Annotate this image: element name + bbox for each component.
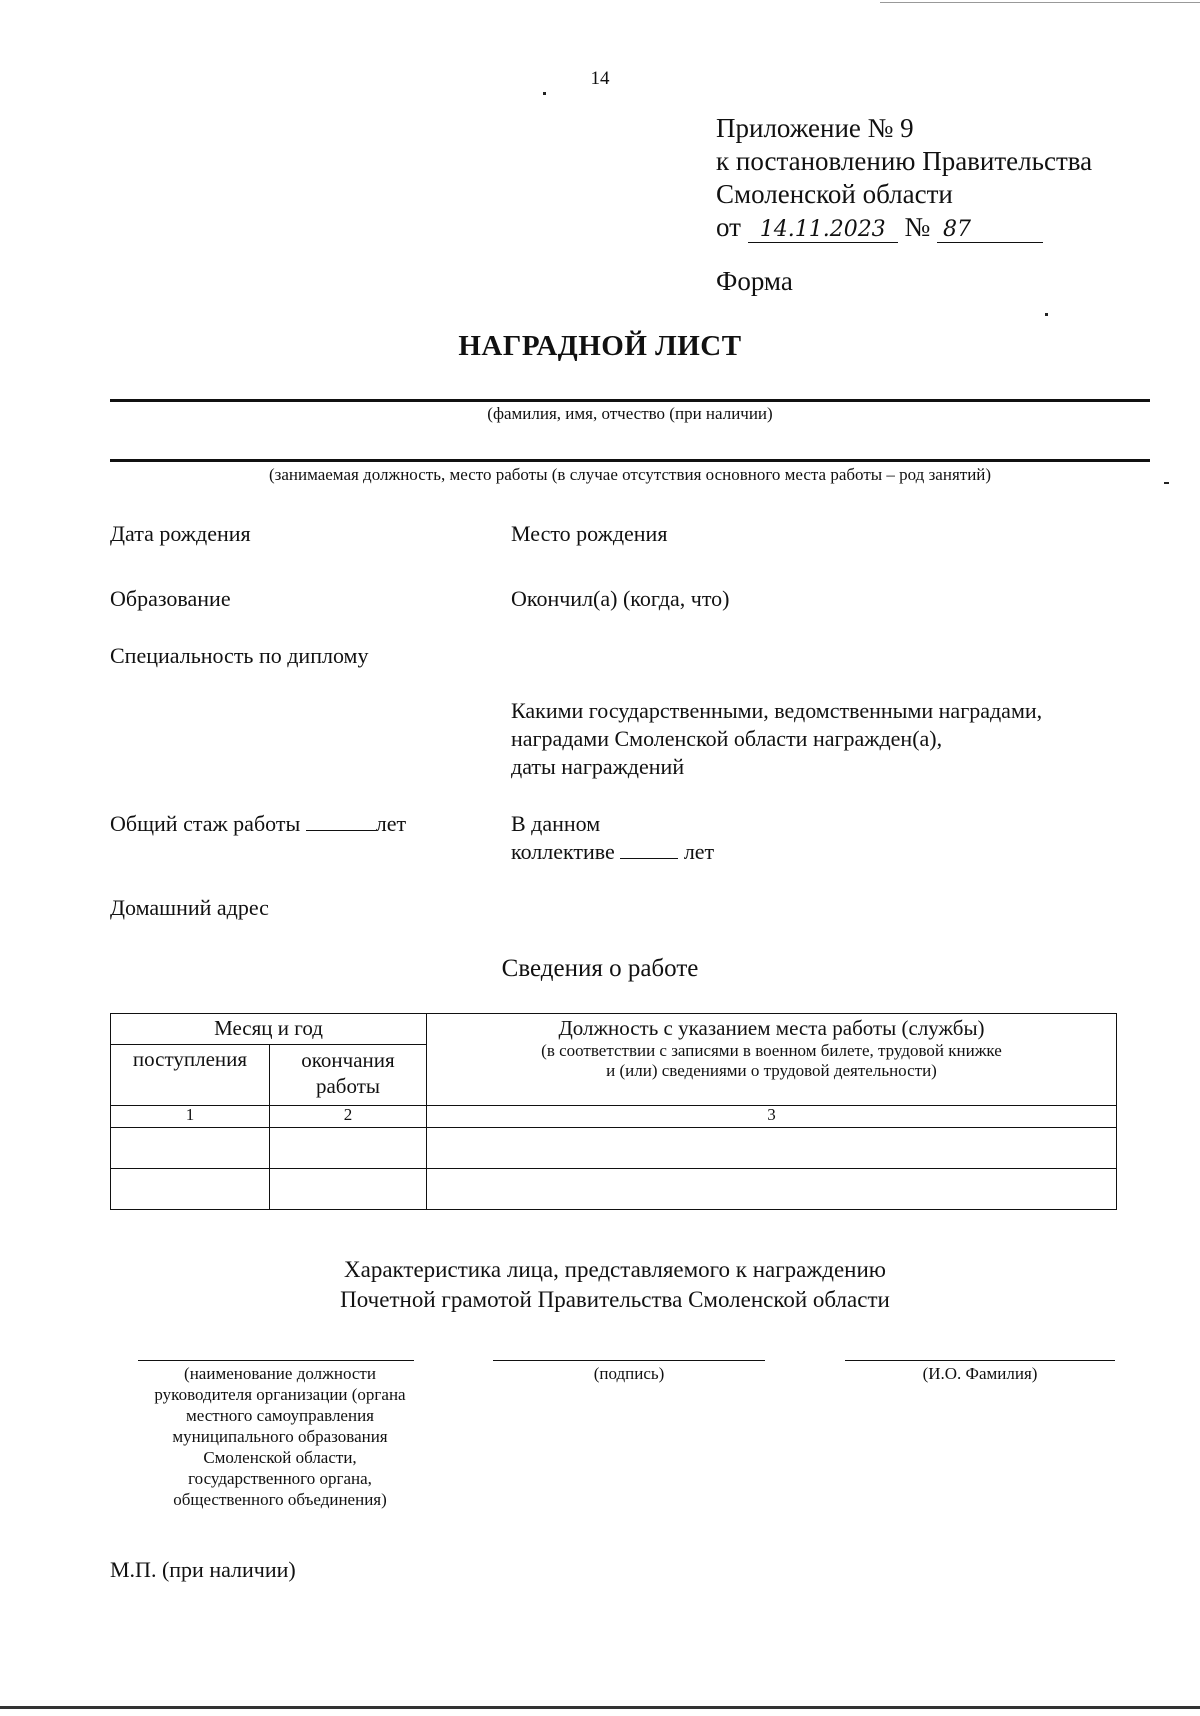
awards-line-1: Какими государственными, ведомственными наградами, <box>511 698 1043 723</box>
characteristic-line-1: Характеристика лица, представляемого к награждению <box>344 1257 886 1282</box>
name-caption: (фамилия, имя, отчество (при наличии) <box>487 404 773 423</box>
end-header-line-2: работы <box>315 1074 380 1098</box>
month-year-header: Месяц и год <box>111 1014 427 1045</box>
handwritten-number: 87 <box>937 218 1043 243</box>
end-header-line-1: окончания <box>301 1048 395 1072</box>
end-header <box>270 1045 427 1106</box>
characteristic-line-2: Почетной грамотой Правительства Смоленской области <box>340 1287 890 1312</box>
signature-caption: (подпись) <box>593 1364 665 1383</box>
appendix-line-1: Приложение № 9 <box>716 113 914 143</box>
work-history-table <box>110 1013 1117 1210</box>
table-cell <box>111 1128 270 1169</box>
team-years-label: лет <box>683 839 715 864</box>
team-line-1: В данном <box>511 811 601 836</box>
total-experience-field <box>110 810 406 838</box>
appendix-line-2: к постановлению Правительства <box>716 146 1093 176</box>
appendix-block <box>716 112 1092 244</box>
number-label: № <box>904 212 931 242</box>
scan-speck <box>1164 482 1169 484</box>
position-caption-line: государственного органа, <box>188 1469 372 1488</box>
handwritten-date: 14.11.2023 <box>748 218 898 243</box>
position-caption-block <box>110 1363 450 1510</box>
position-caption: (занимаемая должность, место работы (в случае отсутствия основного места работы – род занятий) <box>268 465 992 484</box>
awards-line-2: наградами Смоленской области награжден(а), <box>511 726 943 751</box>
birth-place-label: Место рождения <box>511 521 668 546</box>
awards-line-3: даты награждений <box>511 754 685 779</box>
position-header-cell <box>427 1014 1117 1106</box>
document-title: НАГРАДНОЙ ЛИСТ <box>458 330 742 362</box>
signature-line <box>493 1360 765 1361</box>
birth-date-label: Дата рождения <box>110 521 251 546</box>
years-label: лет <box>375 811 407 836</box>
start-header: поступления <box>111 1045 270 1106</box>
scan-speck <box>1045 313 1048 316</box>
name-line <box>110 399 1150 402</box>
home-address-label: Домашний адрес <box>110 895 269 920</box>
work-section-title: Сведения о работе <box>501 955 699 982</box>
table-row <box>111 1169 1117 1210</box>
name-caption-signature: (И.О. Фамилия) <box>922 1364 1038 1383</box>
appendix-line-3: Смоленской области <box>716 179 953 209</box>
graduated-label: Окончил(а) (когда, что) <box>511 586 730 611</box>
characteristic-heading <box>0 1255 1200 1315</box>
total-experience-blank <box>306 812 376 831</box>
table-cell <box>427 1128 1117 1169</box>
stamp-label: М.П. (при наличии) <box>110 1557 296 1582</box>
table-cell <box>270 1169 427 1210</box>
awards-block <box>511 697 1042 781</box>
page-number: 14 <box>590 68 610 89</box>
col-number-2: 2 <box>270 1106 427 1128</box>
table-cell <box>111 1169 270 1210</box>
position-line <box>110 459 1150 462</box>
position-caption-line: руководителя организации (органа <box>154 1385 406 1404</box>
table-cell <box>427 1169 1117 1210</box>
position-sub-1: (в соответствии с записями в военном билете, трудовой книжке <box>541 1041 1002 1060</box>
position-sub-2: и (или) сведениями о трудовой деятельности) <box>606 1061 937 1080</box>
education-label: Образование <box>110 586 231 611</box>
scan-speck <box>543 92 546 95</box>
position-caption-line: местного самоуправления <box>186 1406 374 1425</box>
appendix-date-line <box>716 211 1092 244</box>
team-experience-field <box>511 810 714 866</box>
position-caption-line: Смоленской области, <box>203 1448 357 1467</box>
team-experience-blank <box>620 840 678 859</box>
position-caption-line: общественного объединения) <box>173 1490 387 1509</box>
col-number-3: 3 <box>427 1106 1117 1128</box>
specialty-label: Специальность по диплому <box>110 643 369 668</box>
col-number-1: 1 <box>111 1106 270 1128</box>
scan-artifact-top <box>880 2 1200 3</box>
table-cell <box>270 1128 427 1169</box>
team-line-2: коллективе <box>511 839 615 864</box>
scan-artifact-bottom <box>0 1706 1200 1709</box>
position-signature-line <box>138 1360 414 1361</box>
name-signature-line <box>845 1360 1115 1361</box>
table-row <box>111 1128 1117 1169</box>
from-label: от <box>716 212 741 242</box>
form-label: Форма <box>716 266 793 296</box>
position-header: Должность с указанием места работы (службы) <box>558 1016 985 1040</box>
position-caption-line: муниципального образования <box>172 1427 388 1446</box>
total-experience-label: Общий стаж работы <box>110 811 301 836</box>
position-caption-line: (наименование должности <box>184 1364 376 1383</box>
